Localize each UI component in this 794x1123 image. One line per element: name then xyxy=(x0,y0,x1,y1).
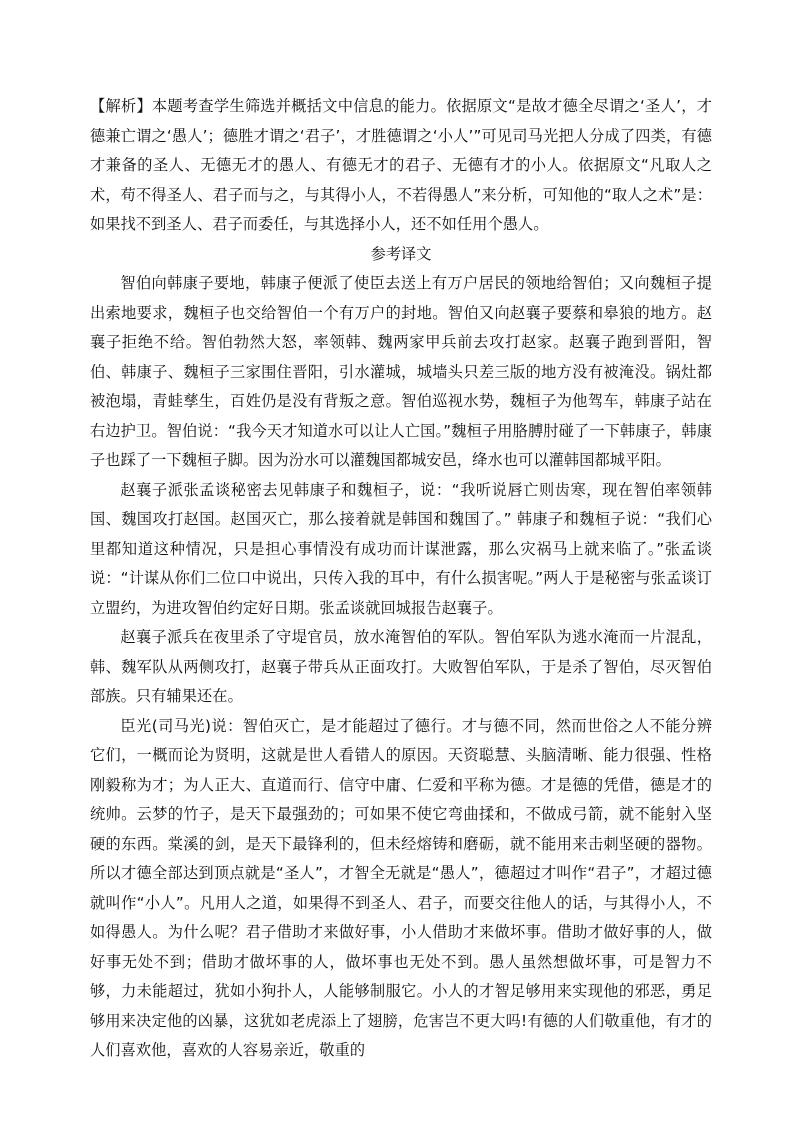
document-page xyxy=(90,92,712,1066)
translation-paragraph-3: 赵襄子派兵在夜里杀了守堤官员，放水淹智伯的军队。智伯军队为逃水淹而一片混乱，韩、魏军队从两侧攻打，赵襄子带兵从正面攻打。大败智伯军队，于是杀了智伯，尽灭智伯部族。只有辅果还在。 xyxy=(90,628,712,705)
translation-paragraph-4: 臣光(司马光)说：智伯灭亡，是才能超过了德行。才与德不同，然而世俗之人不能分辨它们，一概而论为贤明，这就是世人看错人的原因。天资聪慧、头脑清晰、能力很强、性格刚毅称为才；为人正大、直道而行、信守中庸、仁爱和平称为德。才是德的凭借，德是才的统帅。云梦的竹子，是天下最强劲的；可如果不使它弯曲揉和，不做成弓箭，就不能射入坚硬的东西。棠溪的剑，是天下最锋利的，但未经熔铸和磨砺，就不能用来击刺坚硬的器物。所以才德全部达到顶点就是“圣人”，才智全无就是“愚人”，德超过才叫作“君子”，才超过德就叫作“小人”。凡用人之道，如果得不到圣人、君子，而要交往他人的话，与其得小人，不如得愚人。为什么呢？君子借助才来做好事，小人借助才来做坏事。借助才做好事的人，做好事无处不到；借助才做坏事的人，做坏事也无处不到。愚人虽然想做坏事，可是智力不够，力未能超过，犹如小狗扑人，人能够制服它。小人的才智足够用来实现他的邪恶，勇足够用来决定他的凶暴，这犹如老虎添上了翅膀，危害岂不更大吗!有德的人们敬重他，有才的人们喜欢他，喜欢的人容易亲近，敬重的 xyxy=(90,716,712,1059)
analysis-paragraph: 【解析】本题考查学生筛选并概括文中信息的能力。依据原文“是故才德全尽谓之‘圣人’，才德兼亡谓之‘愚人’；德胜才谓之‘君子’，才胜德谓之‘小人’”可见司马光把人分成了四类，有德才兼备的圣人、无德无才的愚人、有德无才的君子、无德有才的小人。依据原文“凡取人之术，苟不得圣人、君子而与之，与其得小人，不若得愚人”来分析，可知他的“取人之术”是：如果找不到圣人、君子而委任，与其选择小人，还不如任用个愚人。 xyxy=(90,97,712,233)
translation-paragraph-2: 赵襄子派张孟谈秘密去见韩康子和魏桓子，说：“我听说唇亡则齿寒，现在智伯率领韩国、魏国攻打赵国。赵国灭亡，那么接着就是韩国和魏国了。” 韩康子和魏桓子说：“我们心里都知道这种情况，只是担心事情没有成功而计谋泄露，那么灾祸马上就来临了。”张孟谈说：“计谋从你们二位口中说出，只传入我的耳中，有什么损害呢。”两人于是秘密与张孟谈订立盟约，为进攻智伯约定好日期。张孟谈就回城报告赵襄子。 xyxy=(90,480,712,617)
translation-paragraph-1: 智伯向韩康子要地，韩康子便派了使臣去送上有万户居民的领地给智伯；又向魏桓子提出索地要求，魏桓子也交给智伯一个有万户的封地。智伯又向赵襄子要蔡和皋狼的地方。赵襄子拒绝不给。智伯勃然大怒，率领韩、魏两家甲兵前去攻打赵家。赵襄子跑到晋阳，智伯、韩康子、魏桓子三家围住晋阳，引水灌城，城墙头只差三版的地方没有被淹没。锅灶都被泡塌，青蛙孳生，百姓仍是没有背叛之意。智伯巡视水势，魏桓子为他驾车，韩康子站在右边护卫。智伯说：“我今天才知道水可以让人亡国。”魏桓子用胳膊肘碰了一下韩康子，韩康子也踩了一下魏桓子脚。因为汾水可以灌魏国都城安邑，绛水也可以灌韩国都城平阳。 xyxy=(90,274,712,469)
translation-heading: 参考译文 xyxy=(370,244,432,263)
